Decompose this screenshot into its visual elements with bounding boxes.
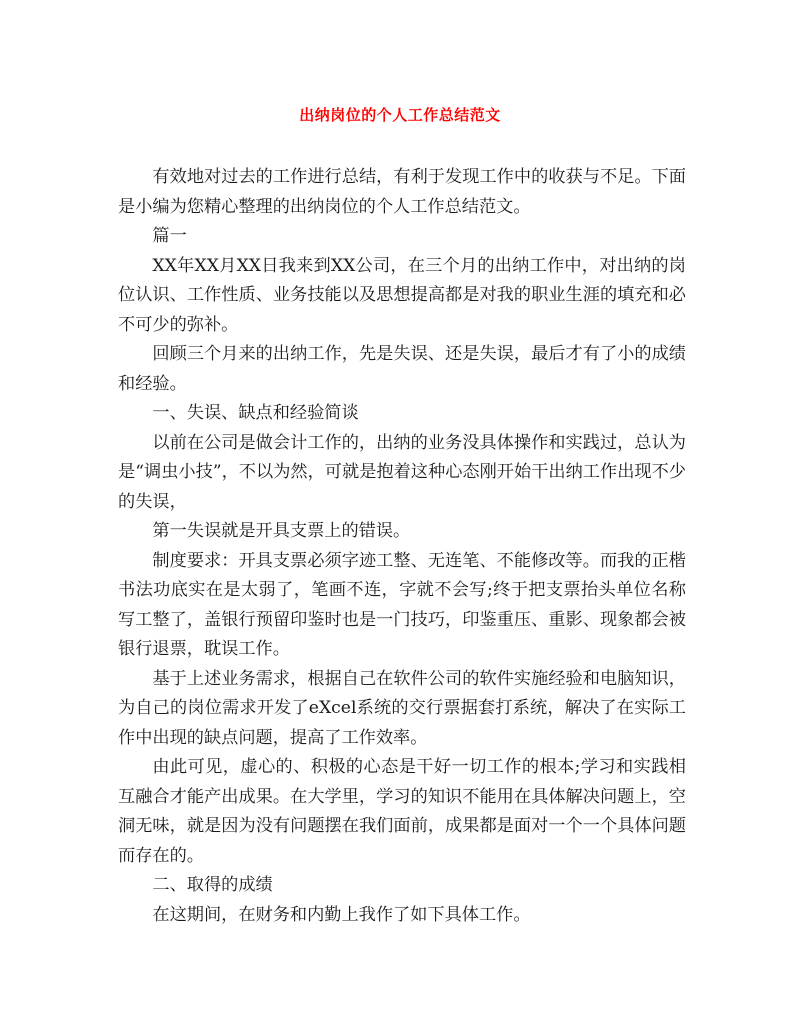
paragraph: 在这期间，在财务和内勤上我作了如下具体工作。: [152, 904, 531, 925]
paragraph: XX年XX月XX日我来到XX公司，在三个月的出纳工作中，对出纳的岗位认识、工作性质、业务技能以及思想提高都是对我的职业生涯的填充和必不可少的弥补。: [118, 255, 686, 335]
document-title: 出纳岗位的个人工作总结范文: [299, 106, 501, 124]
paragraph: 基于上述业务需求，根据自己在软件公司的软件实施经验和电脑知识，为自己的岗位需求开发了eXcel系统的交行票据套打系统，解决了在实际工作中出现的缺点问题，提高了工作效率。: [118, 668, 686, 748]
document-body: [118, 163, 686, 930]
paragraph: 回顾三个月来的出纳工作，先是失误、还是失误，最后才有了小的成绩和经验。: [118, 344, 686, 394]
paragraph-heading: 一、失误、缺点和经验简谈: [152, 403, 359, 423]
paragraph: 制度要求：开具支票必须字迹工整、无连笔、不能修改等。而我的正楷书法功底实在是太弱了，笔画不连，字就不会写;终于把支票抬头单位名称写工整了，盖银行预留印鉴时也是一门技巧，印鉴重压、重影、现象都会被银行退票，耽误工作。: [118, 550, 686, 659]
paragraph: 以前在公司是做会计工作的，出纳的业务没具体操作和实践过，总认为是“调虫小技”，不以为然，可就是抱着这种心态刚开始干出纳工作出现不少的失误，: [118, 432, 686, 512]
paragraph-intro: 有效地对过去的工作进行总结，有利于发现工作中的收获与不足。下面是小编为您精心整理的出纳岗位的个人工作总结范文。: [118, 167, 686, 217]
paragraph: 由此可见，虚心的、积极的心态是干好一切工作的根本;学习和实践相互融合才能产出成果。在大学里，学习的知识不能用在具体解决问题上，空洞无味，就是因为没有问题摆在我们面前，成果都是面对一个一个具体问题而存在的。: [118, 757, 686, 866]
paragraph-section-label: 篇一: [152, 226, 187, 246]
paragraph: 第一失误就是开具支票上的错误。: [152, 521, 411, 541]
paragraph-heading: 二、取得的成绩: [152, 875, 273, 895]
